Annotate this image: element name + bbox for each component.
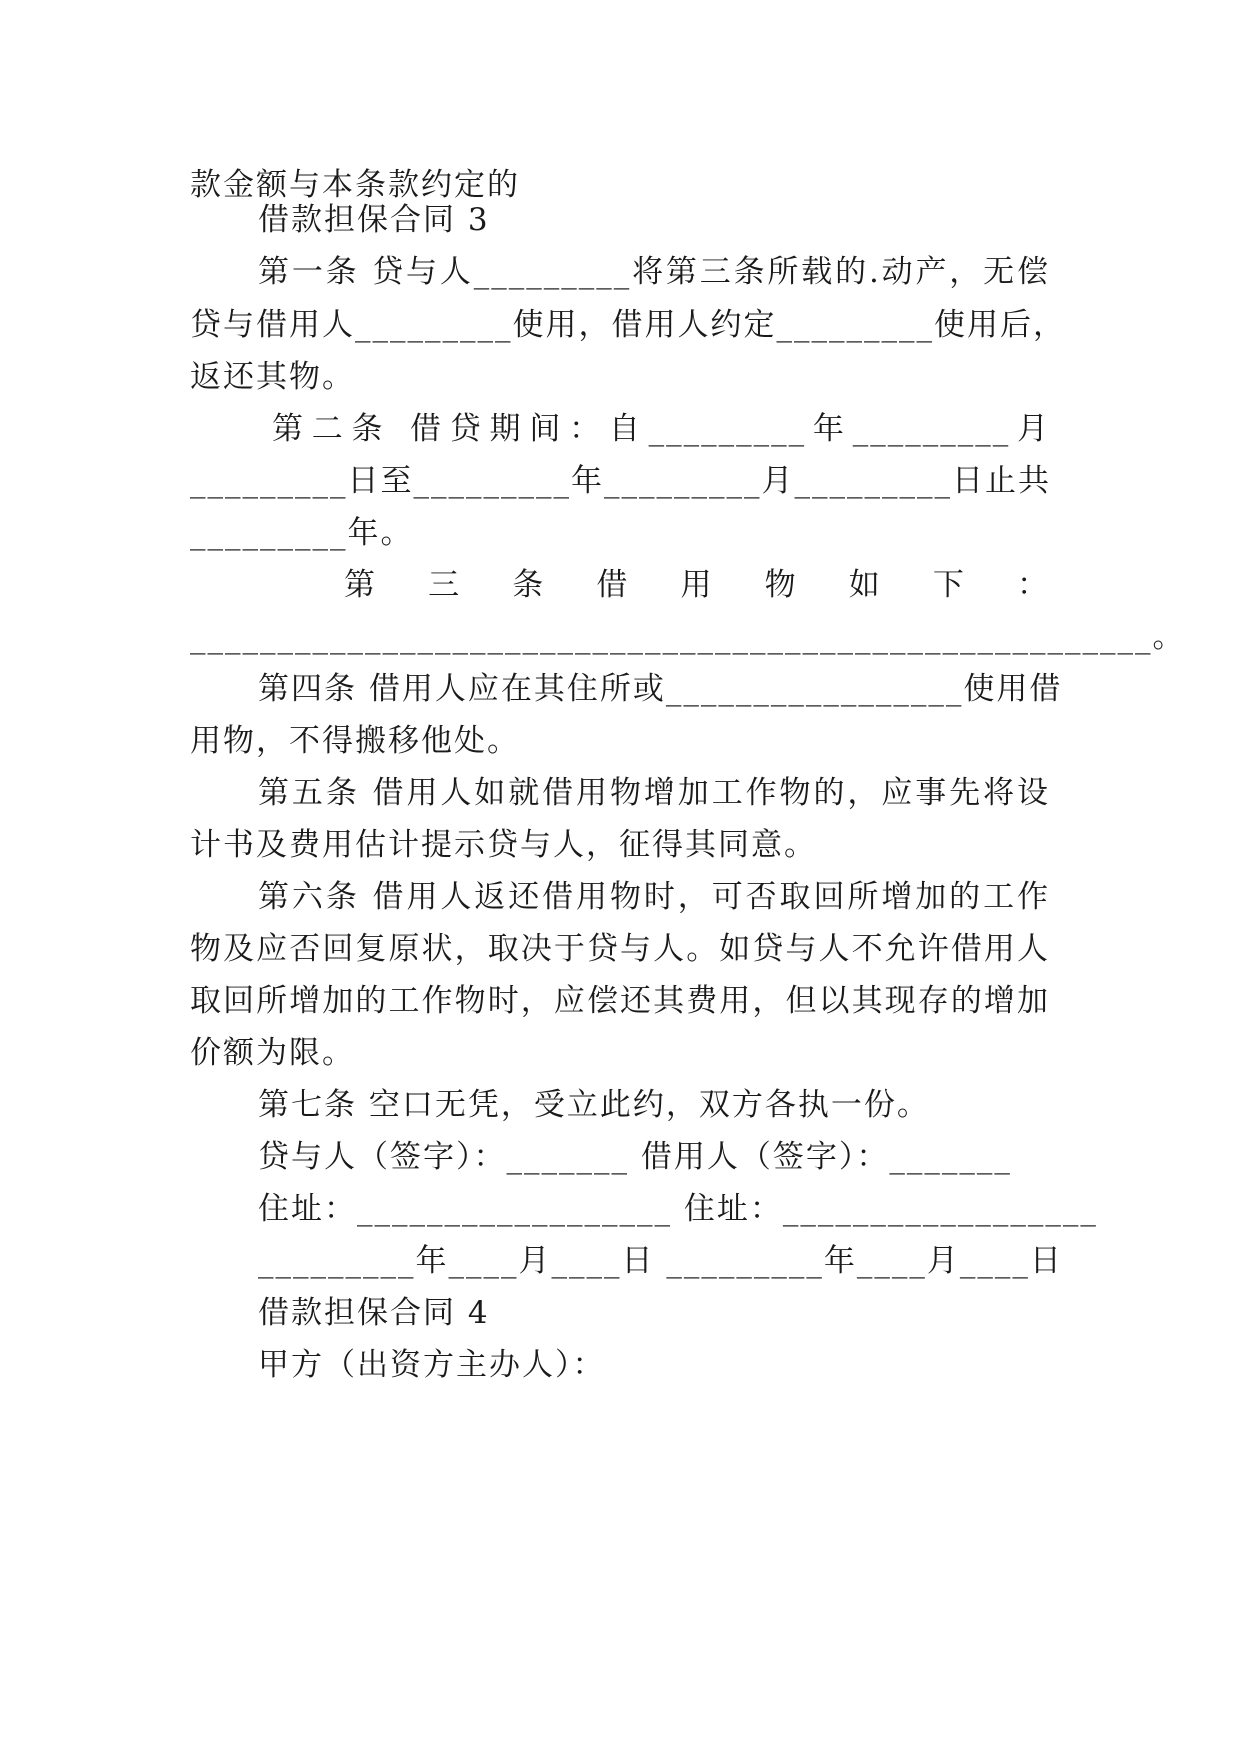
signature-line: 贷与人（签字）：_______ 借用人（签字）：_______ [258, 1139, 1012, 1175]
party-a-line: 甲方（出资方主办人）： [258, 1347, 606, 1383]
article-7-line-1: 第七条 空口无凭，受立此约，双方各执一份。 [258, 1087, 930, 1123]
date-line: _________年____月____日 _________年____月____日 [258, 1243, 1063, 1279]
article-2-line-2: _________日至_________年_________月_________日止共 [190, 463, 1051, 499]
article-3-line-2: _______________________________________________________。 [190, 619, 1186, 655]
section-heading: 借款担保合同 3 [258, 202, 490, 238]
article-3-line-1: 第 三 条 借 用 物 如 下 ： [344, 567, 1050, 603]
article-1-line-3: 返还其物。 [190, 359, 355, 395]
article-4-line-2: 用物，不得搬移他处。 [190, 723, 520, 759]
article-6-line-3: 取回所增加的工作物时，应偿还其费用，但以其现存的增加 [190, 983, 1050, 1019]
article-2-line-3: _________年。 [190, 515, 414, 551]
paragraph-line: 款金额与本条款约定的 [190, 167, 520, 203]
article-1-line-2: 贷与借用人_________使用，借用人约定_________使用后， [190, 307, 1066, 343]
article-1-line-1: 第一条 贷与人_________将第三条所载的.动产，无偿 [258, 254, 1050, 290]
address-line: 住址：__________________ 住址：__________________ [258, 1191, 1098, 1227]
article-2-line-1: 第二条 借贷期间：自_________年_________月 [272, 411, 1050, 447]
article-5-line-1: 第五条 借用人如就借用物增加工作物的，应事先将设 [258, 775, 1050, 811]
article-6-line-4: 价额为限。 [190, 1035, 355, 1071]
article-6-line-2: 物及应否回复原状，取决于贷与人。如贷与人不允许借用人 [190, 931, 1050, 967]
section-heading: 借款担保合同 4 [258, 1295, 490, 1331]
article-5-line-2: 计书及费用估计提示贷与人，征得其同意。 [190, 827, 817, 863]
article-6-line-1: 第六条 借用人返还借用物时，可否取回所增加的工作 [258, 879, 1050, 915]
article-4-line-1: 第四条 借用人应在其住所或_________________使用借 [258, 671, 1063, 707]
